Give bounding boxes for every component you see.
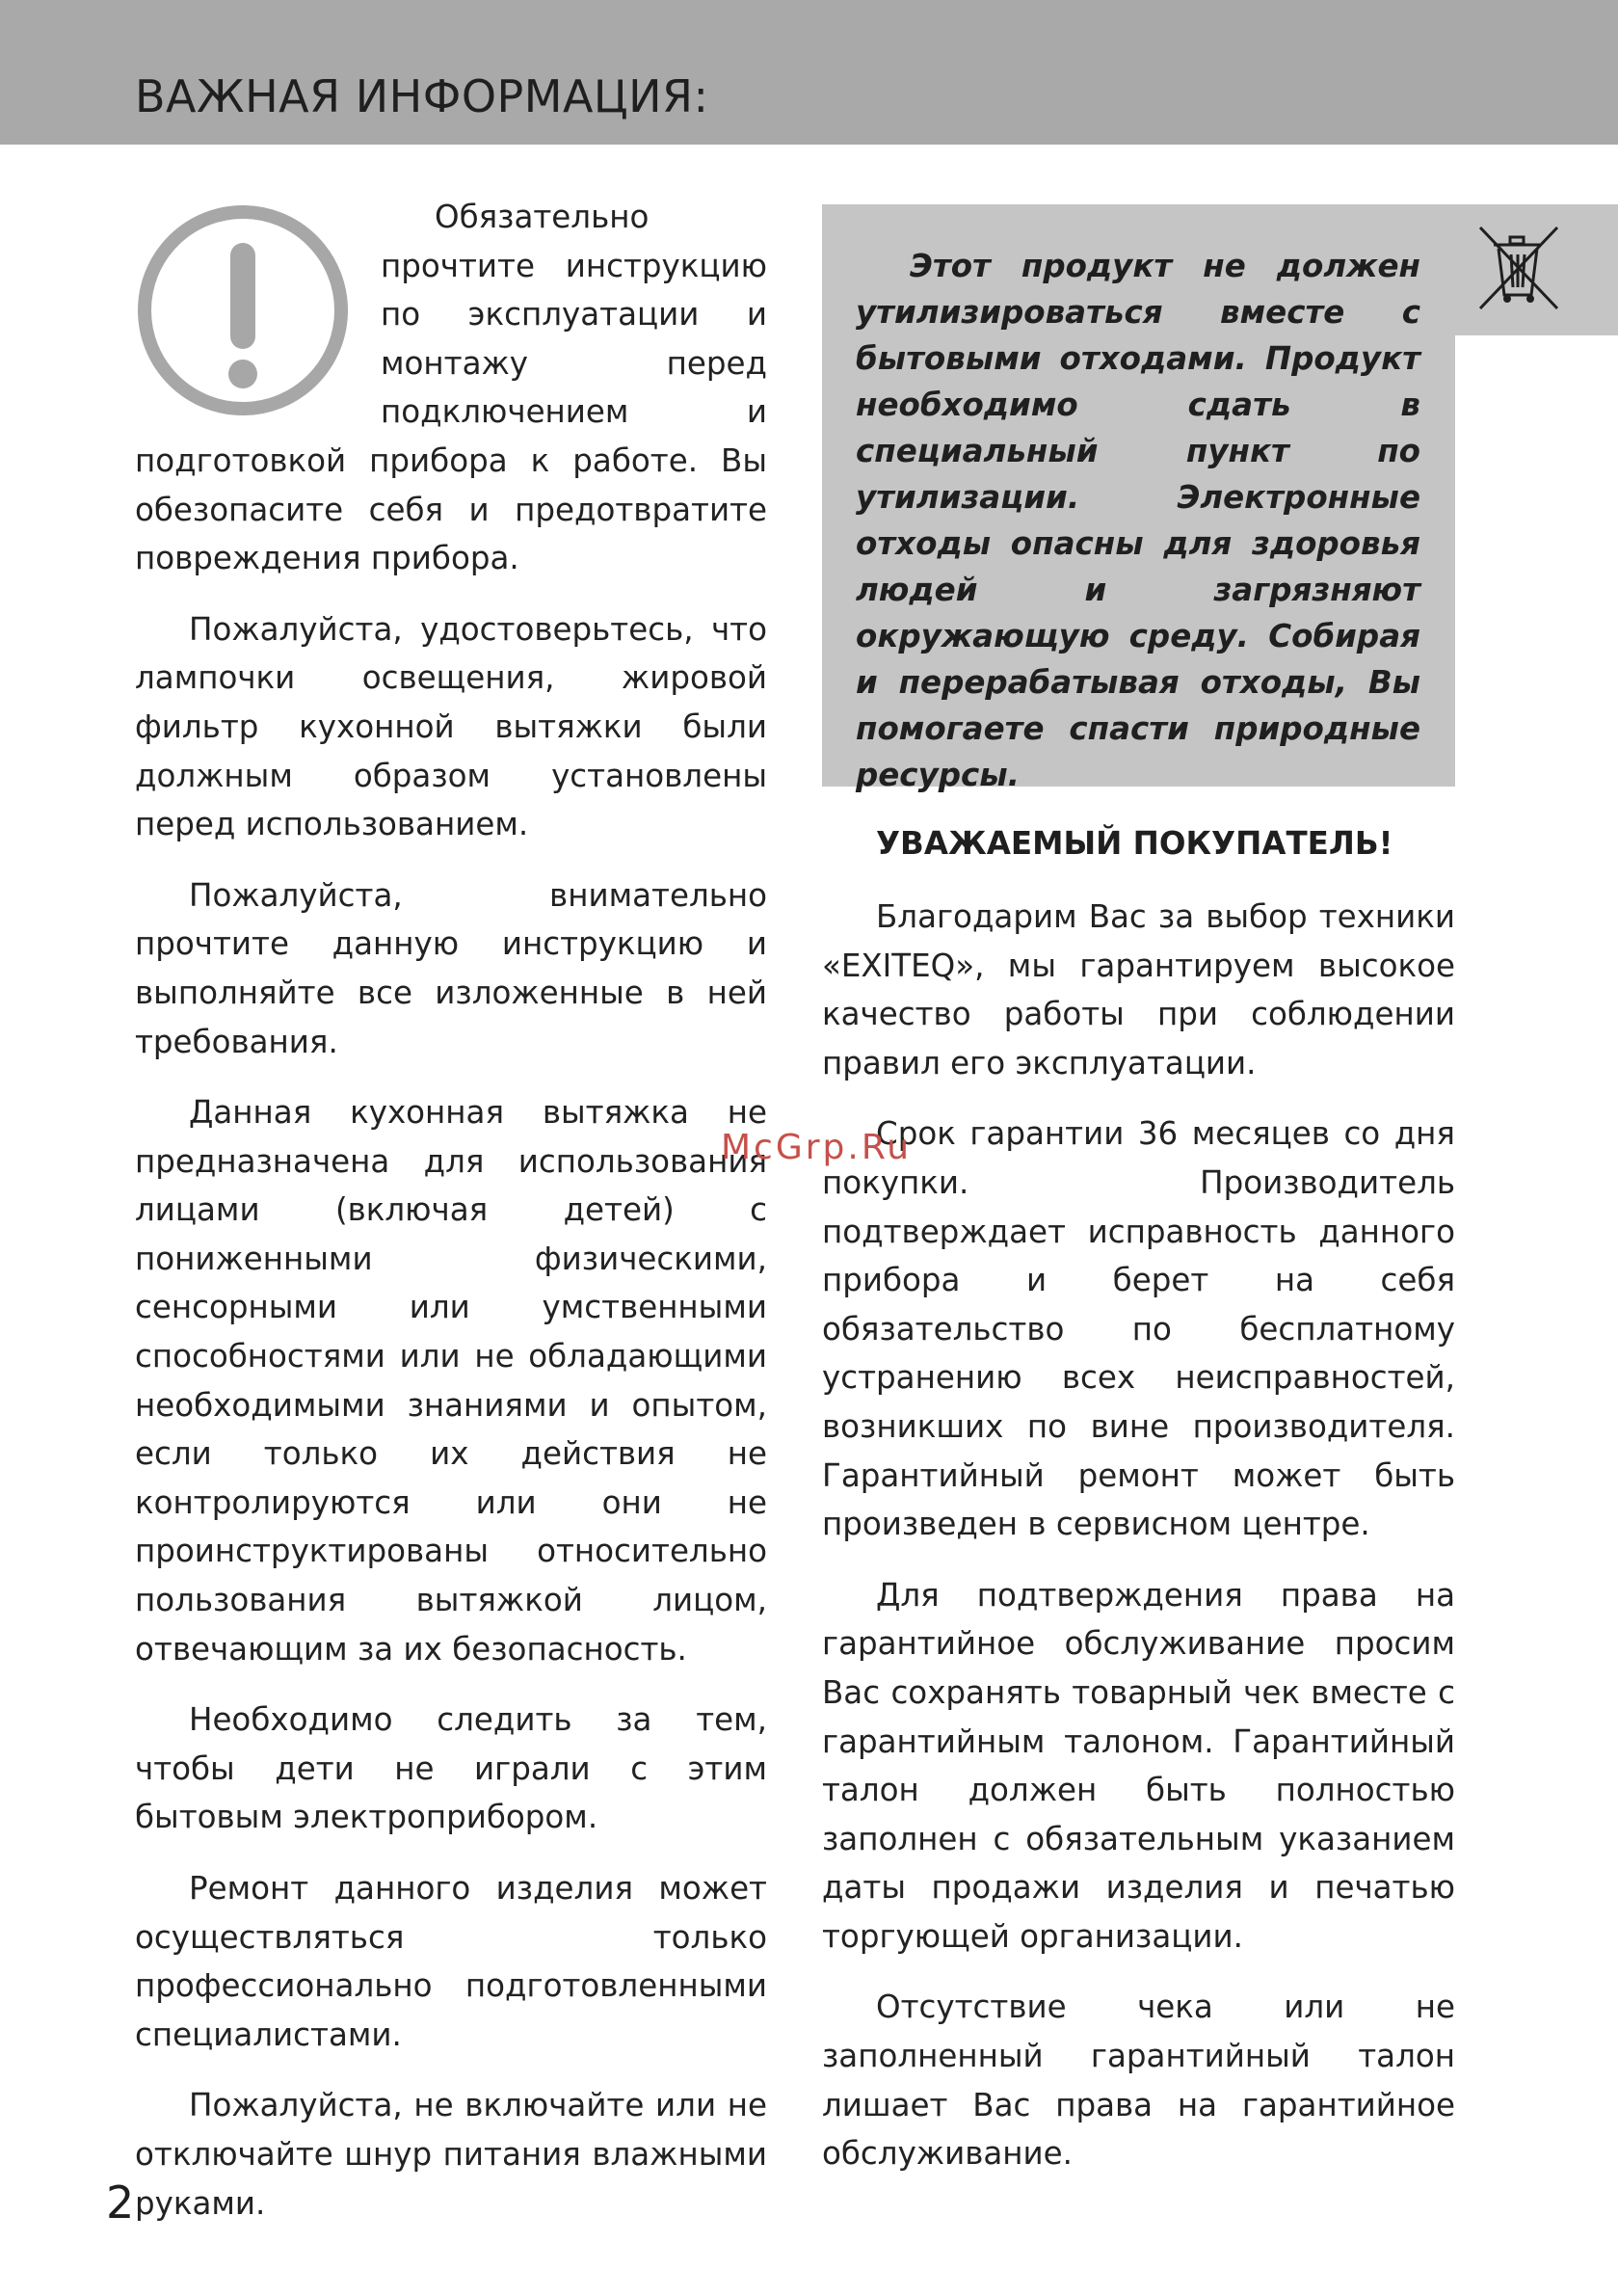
crossed-out-bin-icon: [1472, 220, 1569, 316]
disposal-notice-box: [822, 204, 1455, 793]
disposal-notice-text: Этот продукт не должен утилизироваться вместе с бытовыми отходами. Продукт необходимо сдать в специальный пункт по утилизации. Электронные отходы опасны для здоровья людей и загрязняют окружающую среду. Собирая и перерабатывая отходы, Вы помогаете спасти природные ресурсы.: [856, 248, 1420, 793]
section-title: УВАЖАЕМЫЙ ПОКУПАТЕЛЬ!: [876, 825, 1393, 862]
warranty-term-paragraph: Срок гарантии 36 месяцев со дня покупки. Производитель подтверждает исправность данного прибора и берет на себя обязательство по бесплатному устранению всех неисправностей, возникших по вине производителя. Гарантийный ремонт может быть произведен в сервисном центре.: [822, 1115, 1455, 1543]
exclamation-circle-icon: [135, 199, 352, 422]
persons-restriction-paragraph: Данная кухонная вытяжка не предназначена для использования лицами (включая детей) с пониженными физическими, сенсорными или умственными способностями или не обладающими необходимыми знаниями и опытом, если только их действия не контролируются или они не проинструктированы относительно пользования вытяжкой лицом, отвечающим за их безопасность.: [135, 1094, 767, 1668]
intro-paragraph: Обязательно прочтите инструкцию по эксплуатации и монтажу перед подключением и подготовкой прибора к работе. Вы обезопасите себя и предотвратите повреждения прибора.: [135, 199, 767, 577]
warranty-loss-paragraph: Отсутствие чека или не заполненный гарантийный талон лишает Вас права на гарантийное обслуживание.: [822, 1989, 1455, 2173]
children-paragraph: Необходимо следить за тем, чтобы дети не играли с этим бытовым электроприбором.: [135, 1701, 767, 1836]
page-number: 2: [106, 2176, 135, 2229]
power-cord-paragraph: Пожалуйста, не включайте или не отключайте шнур питания влажными руками.: [135, 2087, 767, 2222]
watermark: McGrp.Ru: [721, 1128, 913, 1167]
warranty-confirmation-paragraph: Для подтверждения права на гарантийное обслуживание просим Вас сохранять товарный чек вместе с гарантийным талоном. Гарантийный талон должен быть полностью заполнен с обязательным указанием даты продажи изделия и печатью торгующей организации.: [822, 1576, 1455, 1955]
page-title: ВАЖНАЯ ИНФОРМАЦИЯ:: [135, 70, 709, 122]
thanks-paragraph: Благодарим Вас за выбор техники «EXITEQ», мы гарантируем высокое качество работы при соблюдении правил его эксплуатации.: [822, 898, 1455, 1081]
read-instructions-paragraph: Пожалуйста, внимательно прочтите данную инструкцию и выполняйте все изложенные в ней требования.: [135, 876, 767, 1060]
left-column: [135, 193, 767, 2250]
repair-paragraph: Ремонт данного изделия может осуществляться только профессионально подготовленными специалистами.: [135, 1870, 767, 2053]
right-column: [822, 819, 1455, 2201]
lamp-paragraph: Пожалуйста, удостоверьтесь, что лампочки освещения, жировой фильтр кухонной вытяжки были должным образом установлены перед использованием.: [135, 610, 767, 843]
